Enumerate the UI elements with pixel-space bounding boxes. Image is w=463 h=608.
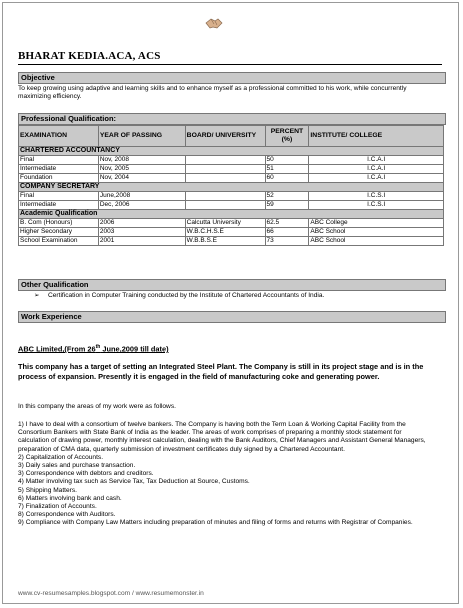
bullet-icon: ➢ [34,292,40,299]
company-title-sup: th [95,344,101,350]
col-year: YEAR OF PASSING [98,126,185,147]
duties-list [18,421,434,528]
list-item: 3) Correspondence with debtors and creditors. [18,470,154,478]
table-row [19,237,444,246]
handshake-icon [205,15,223,30]
table-row [19,174,444,183]
table-cell: Final [19,156,99,165]
list-item: 7) Finalization of Accounts. [18,503,97,511]
table-cell [185,174,265,183]
table-cell: 66 [265,228,309,237]
table-cell: Nov, 2004 [98,174,185,183]
list-item: 3) Daily sales and purchase transaction. [18,462,136,470]
company-title [18,344,169,353]
table-group-row [19,147,444,156]
table-cell: 73 [265,237,309,246]
list-item: 9) Compliance with Company Law Matters including preparation of minutes and filing of forms and returns with Registrar of Companies. [18,519,413,527]
table-cell [185,165,265,174]
table-cell: B. Com (Honours) [19,219,99,228]
table-cell: ABC College [309,219,444,228]
table-cell: Intermediate [19,165,99,174]
qualification-table [18,125,444,246]
company-title-pre: ABC Limited,(From 26 [18,344,96,354]
objective-heading: Objective [18,72,446,84]
table-row [19,165,444,174]
candidate-name: BHARAT KEDIA.ACA, ACS [18,50,161,62]
work-intro: In this company the areas of my work were as follows. [18,403,176,410]
name-divider [18,64,442,65]
table-row [19,192,444,201]
footer-links: www.cv-resumesamples.blogspot.com / www.resumemonster.in [18,590,204,597]
table-cell: I.C.A.I [309,156,444,165]
table-cell: June,2008 [98,192,185,201]
table-cell: 59 [265,201,309,210]
table-group-row [19,183,444,192]
table-group-row [19,210,444,219]
company-title-post: June,2009 till date) [100,344,169,354]
table-cell [185,156,265,165]
table-row [19,219,444,228]
table-cell: Intermediate [19,201,99,210]
col-board: BOARD/ UNIVERSITY [185,126,265,147]
list-item: 1) I have to deal with a consortium of twelve bankers. The Company is having both the Term Loan & Working Capital Facility from the Consortium Bankers with State Bank of India as the leader. The areas of work comprises of preparing a monthly stock statement for calculation of drawing power, monthly interest calculation, dealing with the Bank Auditors, Chief Managers and Assistant General Managers, preparation of CMA data, quarterly submission of investment certificates duly signed by a Chartered Accountant. [18,421,426,453]
col-institute: INSTITUTE/ COLLEGE [309,126,444,147]
table-cell: 2006 [98,219,185,228]
table-cell: 50 [265,156,309,165]
list-item: 2) Capitalization of Accounts. [18,453,104,461]
table-cell: Foundation [19,174,99,183]
table-cell: School Examination [19,237,99,246]
table-cell: I.C.A.I [309,174,444,183]
table-header-row [19,126,444,147]
table-cell: ABC School [309,228,444,237]
col-percent: PERCENT (%) [265,126,309,147]
group-label: COMPANY SECRETARY [19,183,444,192]
other-qualification-item: Certification in Computer Training conducted by the Institute of Chartered Accountants of India. [48,292,325,299]
table-cell: Dec, 2006 [98,201,185,210]
table-row [19,228,444,237]
list-item: 4) Matter involving tax such as Service Tax, Tax Deduction at Source, Customs. [18,478,250,486]
objective-text: To keep growing using adaptive and learning skills and to enhance myself as a professional committed to his work, while concurrently maximizing efficiency. [18,85,407,101]
table-cell: W.B.B.S.E [185,237,265,246]
table-cell: I.C.A.I [309,165,444,174]
table-cell: W.B.C.H.S.E [185,228,265,237]
other-qualification-heading: Other Qualification [18,279,446,291]
group-label: Academic Qualification [19,210,444,219]
table-cell: Nov, 2005 [98,165,185,174]
table-cell [185,192,265,201]
table-cell: Final [19,192,99,201]
company-summary: This company has a target of setting an Integrated Steel Plant. The Company is still in its project stage and is in the process of expansion. Presently it is engaged in the field of manufacturing coke and generating power. [18,362,424,381]
table-cell: ABC School [309,237,444,246]
table-cell [185,201,265,210]
list-item: 5) Shipping Matters. [18,486,78,494]
table-cell: Nov, 2008 [98,156,185,165]
table-cell: 52 [265,192,309,201]
table-row [19,201,444,210]
table-cell: I.C.S.I [309,192,444,201]
list-item: 8) Correspondence with Auditors. [18,511,116,519]
table-cell: 51 [265,165,309,174]
work-experience-heading: Work Experience [18,311,446,323]
table-cell: 60 [265,174,309,183]
table-cell: I.C.S.I [309,201,444,210]
table-cell: 62.5 [265,219,309,228]
list-item: 6) Matters involving bank and cash. [18,494,122,502]
table-cell: 2003 [98,228,185,237]
table-row [19,156,444,165]
table-cell: 2001 [98,237,185,246]
qualification-heading: Professional Qualification: [18,113,446,125]
table-cell: Higher Secondary [19,228,99,237]
table-cell: Calcutta University [185,219,265,228]
col-examination: EXAMINATION [19,126,99,147]
group-label: CHARTERED ACCOUNTANCY [19,147,444,156]
